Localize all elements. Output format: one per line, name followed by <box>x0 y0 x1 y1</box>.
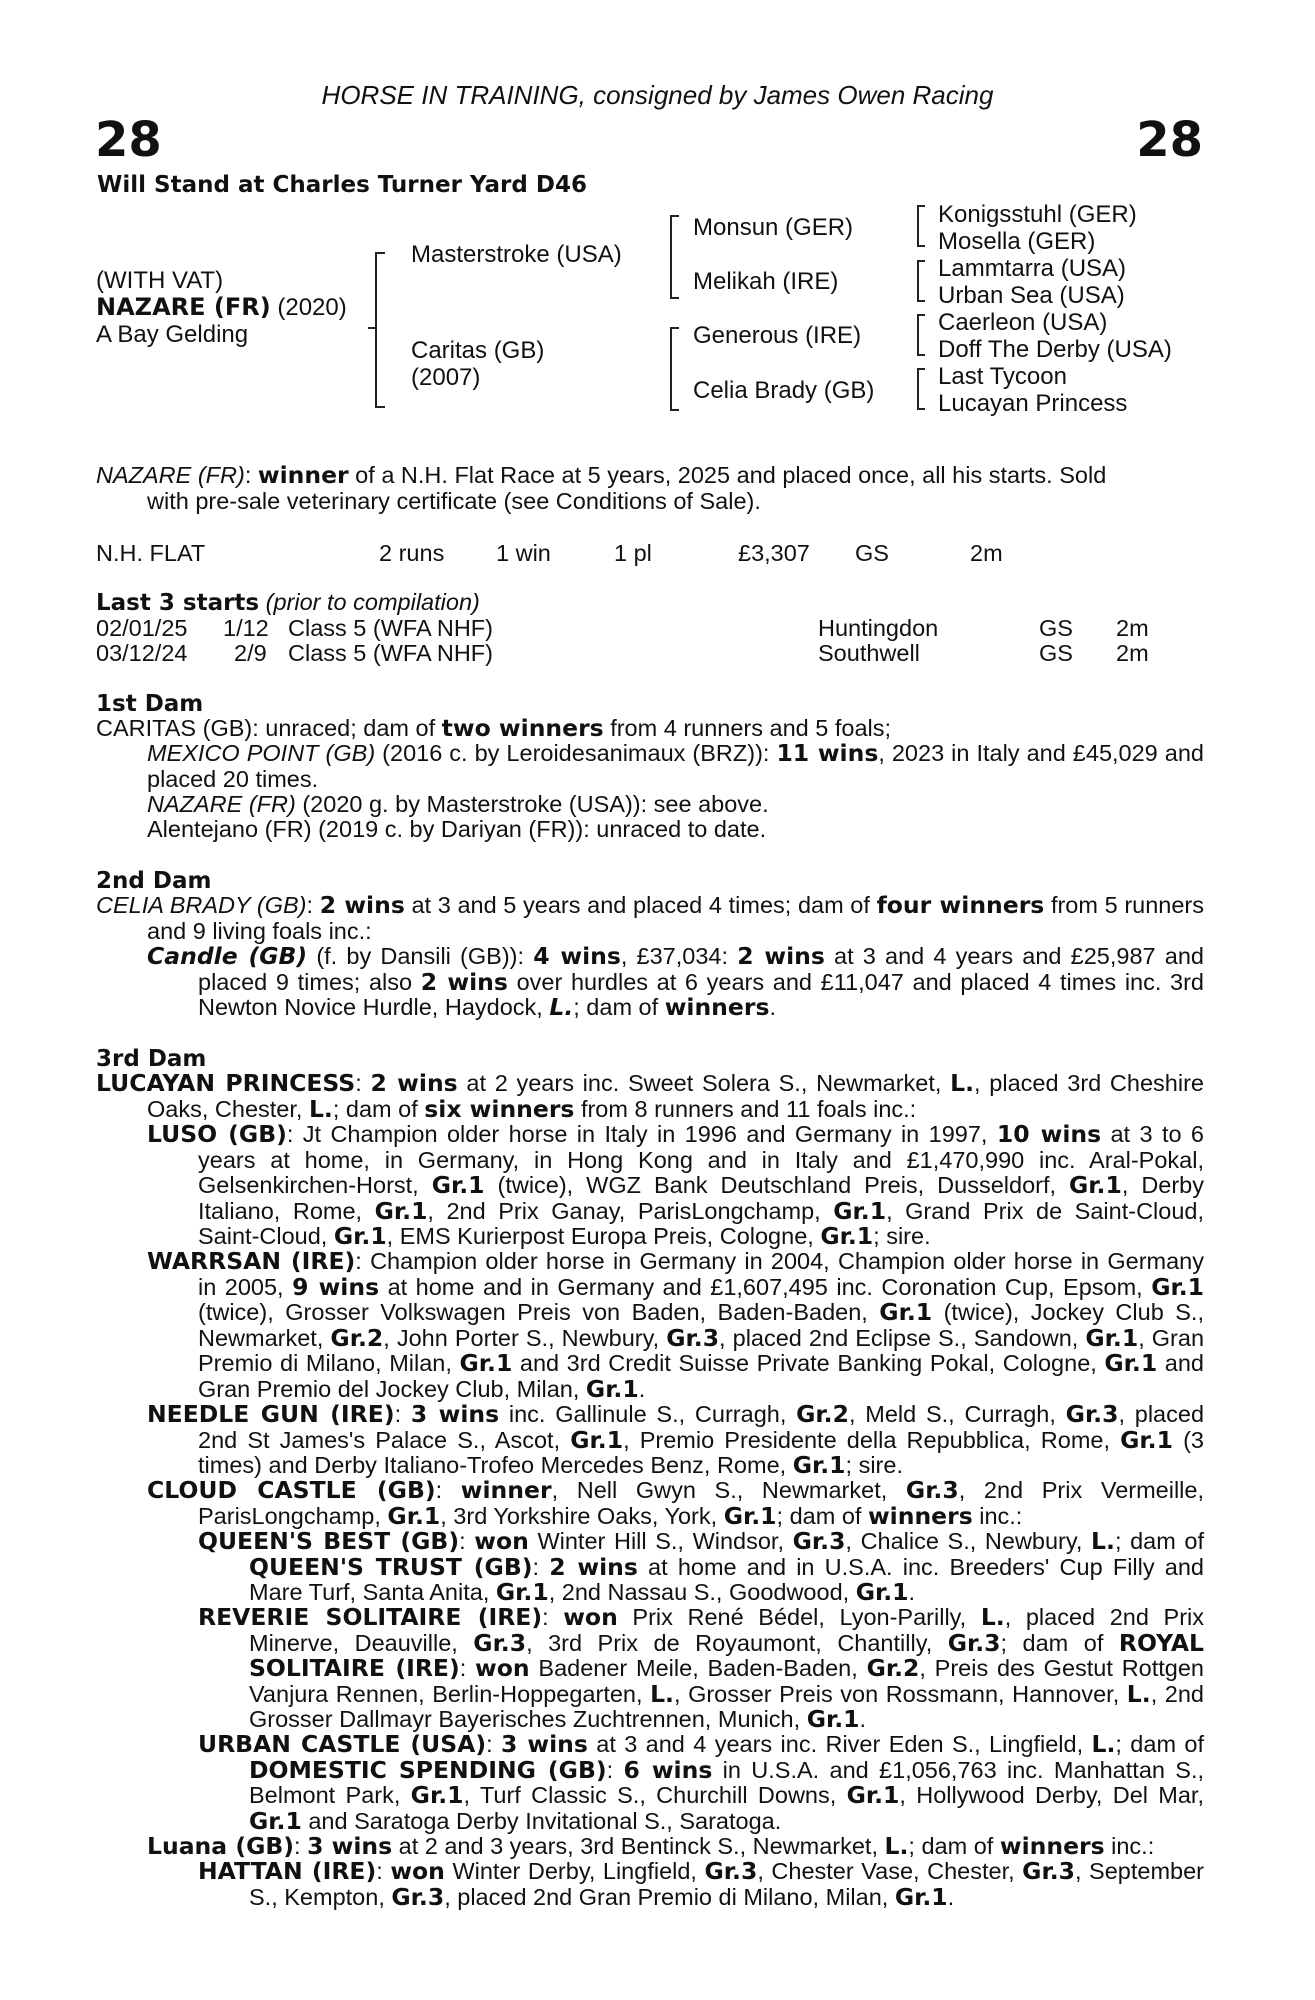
bold-text-run: 3 wins <box>307 1832 393 1860</box>
start-race: Class 5 (WFA NHF) <box>288 640 493 666</box>
dam1-winners: two winners <box>441 714 604 742</box>
text-run: (3 times) and Derby Italiano-Trofeo Mercedes Benz, Rome, <box>198 1426 1204 1478</box>
dam1-text: CARITAS (GB): unraced; dam of <box>96 715 442 741</box>
produce-wins: 2 wins <box>737 942 825 970</box>
bold-text-run: ROYAL SOLITAIRE (IRE) <box>249 1628 1205 1682</box>
text-run: at 3 to 6 years at home, in Germany, in Hong Kong and in Italy and £1,470,990 inc. Aral-Pokal, Gelsenkirchen-Horst, <box>198 1121 1205 1198</box>
text-run: , Derby Italiano, Rome, <box>198 1172 1205 1224</box>
bold-text-run: WARRSAN (IRE) <box>147 1247 356 1275</box>
bold-text-run: Gr.2 <box>330 1323 384 1352</box>
text-run: , Premio Presidente della Repubblica, Rome, <box>623 1426 1121 1453</box>
text-run: ; dam of <box>1000 1629 1119 1656</box>
text-run: . <box>908 1579 916 1605</box>
bold-text-run: Luana (GB) <box>147 1832 295 1860</box>
bold-text-run: LUCAYAN PRINCESS <box>96 1069 356 1097</box>
start-date: 02/01/25 <box>96 615 188 641</box>
dam2-colon: : <box>306 892 320 918</box>
text-run: , Turf Classic S., Churchill Downs, <box>463 1782 847 1808</box>
dam2-candle <box>147 944 1204 1021</box>
bold-text-run: winner <box>460 1476 552 1504</box>
lot-number-left: 28 <box>95 112 162 168</box>
record-wins: 1 win <box>496 540 551 566</box>
start-race: Class 5 (WFA NHF) <box>288 615 493 641</box>
summary-winner: winner <box>257 461 349 489</box>
bold-text-run: L. <box>950 1069 975 1097</box>
bold-text-run: Gr.3 <box>947 1628 1001 1657</box>
dam3-produce-luana <box>147 1834 1204 1860</box>
bold-text-run: Gr.2 <box>866 1654 920 1682</box>
bold-text-run: Gr.1 <box>1104 1349 1158 1377</box>
stand-location: Will Stand at Charles Turner Yard D46 <box>97 172 587 198</box>
bold-text-run: Gr.3 <box>473 1628 527 1657</box>
bold-text-run: Gr.1 <box>1120 1425 1173 1454</box>
text-run: at home and in Germany and £1,607,495 inc. Coronation Cup, Epsom, <box>379 1273 1152 1300</box>
text-run: : <box>542 1604 564 1630</box>
gen2-dam-sire: Generous (IRE) <box>693 322 862 349</box>
bold-text-run: CLOUD CASTLE (GB) <box>147 1476 436 1504</box>
brace-main <box>375 252 385 408</box>
bold-text-run: won <box>563 1603 618 1631</box>
bold-text-run: L. <box>650 1679 674 1708</box>
bold-text-run: Gr.1 <box>1151 1272 1205 1301</box>
text-run: , Gran Premio di Milano, Milan, <box>198 1324 1205 1376</box>
bold-text-run: 2 wins <box>549 1552 638 1581</box>
text-run: , placed 3rd Cheshire Oaks, Chester, <box>147 1070 1204 1122</box>
text-run: inc. Gallinule S., Curragh, <box>499 1401 797 1427</box>
pedigree-dam-year: (2007) <box>411 364 481 391</box>
bold-text-run: L. <box>1091 1527 1115 1555</box>
start-going: GS <box>1039 640 1073 666</box>
text-run: , placed 2nd Prix Minerve, Deauville, <box>249 1604 1204 1656</box>
bold-text-run: Gr.1 <box>249 1806 302 1835</box>
text-run: (twice), WGZ Bank Deutschland Preis, Dusseldorf, <box>484 1172 1069 1198</box>
produce-text: . <box>769 994 776 1020</box>
gen3-6: Doff The Derby (USA) <box>938 336 1172 363</box>
text-run: : <box>606 1756 624 1783</box>
record-runs: 2 runs <box>379 540 445 566</box>
text-run: : <box>532 1553 550 1580</box>
text-run: : <box>294 1833 308 1859</box>
dam1-heading: 1st Dam <box>96 691 204 717</box>
record-earnings: £3,307 <box>738 540 810 566</box>
bold-text-run: Gr.3 <box>704 1857 758 1885</box>
start-distance: 2m <box>1116 615 1149 641</box>
text-run: Winter Derby, Lingfield, <box>444 1858 705 1884</box>
text-run: , EMS Kurierpost Europa Preis, Cologne, <box>386 1223 821 1249</box>
bold-text-run: Gr.3 <box>792 1527 846 1555</box>
produce-details: (2016 c. by Leroidesanimaux (BRZ)): <box>375 740 777 766</box>
text-run: in U.S.A. and £1,056,763 inc. Manhattan S., Belmont Park, <box>249 1756 1205 1808</box>
text-run: , 2nd Prix Ganay, ParisLongchamp, <box>427 1197 834 1224</box>
bold-text-run: Gr.1 <box>723 1501 777 1530</box>
gen2-sire-dam: Melikah (IRE) <box>693 268 839 295</box>
start-date: 03/12/24 <box>96 640 188 666</box>
dam3-produce-warrsan <box>147 1249 1204 1402</box>
dam1-produce-mexico <box>147 741 1204 792</box>
text-run: , Preis des Gestut Rottgen Vanjura Rennen, Berlin-Hoppegarten, <box>249 1655 1204 1707</box>
summary-line2: with pre-sale veterinary certificate (see Conditions of Sale). <box>147 488 761 514</box>
bold-text-run: HATTAN (IRE) <box>198 1857 377 1885</box>
brace-g3-4 <box>917 368 925 410</box>
bold-text-run: Gr.1 <box>333 1222 387 1250</box>
last-starts-heading-line <box>96 590 480 617</box>
produce-name: MEXICO POINT (GB) <box>147 740 376 766</box>
start-going: GS <box>1039 615 1073 641</box>
text-run: , placed 2nd Gran Premio di Milano, Milan, <box>444 1883 895 1910</box>
dam2-text: at 3 and 5 years and placed 4 times; dam of <box>404 892 877 918</box>
bold-text-run: DOMESTIC SPENDING (GB) <box>249 1755 607 1784</box>
bold-text-run: L. <box>980 1603 1005 1631</box>
dam3-produce-needle-gun <box>147 1402 1204 1479</box>
produce-winners: winners <box>664 993 770 1021</box>
gen3-8: Lucayan Princess <box>938 390 1128 417</box>
start-course: Huntingdon <box>818 615 939 641</box>
horse-vat: (WITH VAT) <box>96 267 224 294</box>
dam3-gp-urban-castle <box>198 1732 1204 1834</box>
start-distance: 2m <box>1116 640 1149 666</box>
bold-text-run: Gr.1 <box>374 1196 428 1225</box>
pedigree-sire: Masterstroke (USA) <box>411 241 622 268</box>
text-run: inc.: <box>972 1502 1023 1529</box>
header-title: HORSE IN TRAINING, consigned by James Owen Racing <box>321 80 994 110</box>
bold-text-run: winners <box>999 1832 1105 1860</box>
text-run: : <box>459 1655 476 1681</box>
summary-name: NAZARE (FR) <box>96 462 245 488</box>
bold-text-run: Gr.1 <box>894 1882 948 1911</box>
bold-text-run: Gr.1 <box>387 1501 441 1530</box>
bold-text-run: L. <box>884 1832 909 1860</box>
text-run: . <box>947 1883 955 1910</box>
text-run: , Meld S., Curragh, <box>848 1401 1066 1427</box>
text-run: Winter Hill S., Windsor, <box>528 1528 793 1554</box>
text-run: . <box>859 1706 867 1732</box>
produce-text: at 3 and 4 years and £25,987 and placed 9 times; also <box>198 943 1204 995</box>
bold-text-run: NEEDLE GUN (IRE) <box>147 1400 395 1428</box>
bold-text-run: six winners <box>424 1094 575 1123</box>
text-run: , 2nd Prix Vermeille, ParisLongchamp, <box>198 1477 1205 1529</box>
bold-text-run: Gr.1 <box>495 1578 549 1606</box>
text-run: , 3rd Yorkshire Oaks, York, <box>440 1502 724 1529</box>
produce-details: (2020 g. by Masterstroke (USA)): see above. <box>295 791 769 817</box>
gen3-5: Caerleon (USA) <box>938 309 1108 336</box>
bold-text-run: URBAN CASTLE (USA) <box>198 1730 487 1758</box>
brace-g3-3 <box>917 314 925 356</box>
bold-text-run: Gr.1 <box>431 1171 485 1199</box>
bold-text-run: Gr.1 <box>855 1578 909 1606</box>
horse-name: NAZARE (FR) <box>96 293 271 321</box>
text-run: Prix René Bédel, Lyon-Parilly, <box>617 1604 981 1630</box>
bold-text-run: Gr.3 <box>1065 1400 1119 1428</box>
bold-text-run: Gr.1 <box>806 1705 860 1733</box>
bold-text-run: L. <box>308 1094 333 1123</box>
dam3-heading: 3rd Dam <box>96 1046 207 1072</box>
text-run: ; sire. <box>845 1452 903 1478</box>
dam2-celia <box>96 893 1204 944</box>
gen3-4: Urban Sea (USA) <box>938 282 1125 309</box>
horse-year: (2020) <box>277 294 347 321</box>
text-run: , 2nd Nassau S., Goodwood, <box>548 1579 856 1605</box>
produce-wins: 11 wins <box>776 739 879 767</box>
produce-record: , 2023 in Italy and £45,029 and placed 20 times. <box>147 740 1204 792</box>
bold-text-run: 6 wins <box>623 1755 713 1784</box>
dam3-lucayan <box>96 1071 1204 1122</box>
dam2-winners: four winners <box>876 891 1045 919</box>
start-position: 2/9 <box>234 640 267 666</box>
text-run: , Hollywood Derby, Del Mar, <box>899 1782 1204 1808</box>
bold-text-run: winners <box>867 1501 973 1530</box>
text-run: ; dam of <box>332 1095 425 1122</box>
produce-name: Candle (GB) <box>147 942 308 970</box>
text-run: ; dam of <box>1115 1731 1204 1757</box>
bold-text-run: won <box>390 1857 445 1885</box>
text-run: at 3 and 4 years inc. River Eden S., Lingfield, <box>587 1731 1092 1757</box>
bold-text-run: L. <box>1126 1679 1151 1708</box>
horse-name-line <box>96 294 347 321</box>
text-run: . <box>638 1375 646 1402</box>
record-going: GS <box>855 540 889 566</box>
text-run: at 2 years inc. Sweet Solera S., Newmarket, <box>457 1070 951 1096</box>
brace-dam <box>670 327 679 411</box>
bold-text-run: Gr.3 <box>666 1323 720 1352</box>
lot-number-right: 28 <box>1136 112 1203 168</box>
produce-name: NAZARE (FR) <box>147 791 296 817</box>
produce-wins: 2 wins <box>420 967 508 996</box>
bold-text-run: Gr.1 <box>833 1196 887 1225</box>
gen2-sire-sire: Monsun (GER) <box>693 214 854 241</box>
text-run: : <box>435 1477 461 1503</box>
bold-text-run: Gr.1 <box>410 1781 464 1809</box>
text-run: : <box>459 1528 475 1554</box>
text-run: : Champion older horse in Germany in 2004, Champion older horse in Germany in 2005, <box>198 1248 1204 1300</box>
dam3-gp-hattan <box>198 1859 1204 1910</box>
bold-text-run: 9 wins <box>292 1272 380 1301</box>
text-run: : <box>355 1070 371 1096</box>
gen3-1: Konigsstuhl (GER) <box>938 201 1137 228</box>
start-course: Southwell <box>818 640 920 666</box>
text-run: , Chalice S., Newbury, <box>845 1528 1092 1554</box>
text-run: ; dam of <box>776 1502 868 1529</box>
bold-text-run: 3 wins <box>410 1400 500 1428</box>
bold-text-run: QUEEN'S TRUST (GB) <box>249 1552 533 1581</box>
bold-text-run: 3 wins <box>501 1730 588 1758</box>
gen2-dam-dam: Celia Brady (GB) <box>693 377 875 404</box>
bold-text-run: Gr.1 <box>459 1349 513 1377</box>
text-run: , Nell Gwyn S., Newmarket, <box>551 1477 906 1503</box>
text-run: (twice), Grosser Volkswagen Preis von Baden, Baden-Baden, <box>198 1299 880 1325</box>
brace-main-tip <box>368 327 375 329</box>
text-run: : <box>486 1731 501 1757</box>
text-run: (twice), Jockey Club S., Newmarket, <box>198 1299 1204 1351</box>
listed-mark: L. <box>549 993 574 1021</box>
text-run: from 8 runners and 11 foals inc.: <box>574 1095 917 1122</box>
dam2-name: CELIA BRADY (GB) <box>96 892 307 918</box>
dam1-produce-nazare <box>147 792 769 818</box>
bold-text-run: L. <box>1091 1730 1116 1758</box>
dam3-gp-queens-best <box>198 1529 1204 1606</box>
bold-text-run: Gr.1 <box>585 1374 639 1403</box>
bold-text-run: Gr.3 <box>905 1476 959 1504</box>
last-starts-note: (prior to compilation) <box>265 589 480 615</box>
bold-text-run: QUEEN'S BEST (GB) <box>198 1527 460 1555</box>
produce-text: ; dam of <box>573 994 665 1020</box>
text-run: , Grand Prix de Saint-Cloud, Saint-Cloud, <box>198 1197 1204 1249</box>
text-run: : <box>376 1858 391 1884</box>
dam2-heading: 2nd Dam <box>96 868 212 894</box>
brace-g3-1 <box>917 205 925 247</box>
brace-sire <box>670 215 679 299</box>
bold-text-run: REVERIE SOLITAIRE (IRE) <box>198 1603 543 1631</box>
pedigree-dam: Caritas (GB) <box>411 337 545 364</box>
horse-description: A Bay Gelding <box>96 321 249 348</box>
bold-text-run: won <box>474 1527 529 1555</box>
record-type: N.H. FLAT <box>96 540 206 566</box>
brace-g3-2 <box>917 260 925 302</box>
text-run: and Saratoga Derby Invitational S., Saratoga. <box>301 1807 782 1834</box>
dam1-text-end: from 4 runners and 5 foals; <box>603 715 892 741</box>
text-run: , John Porter S., Newbury, <box>383 1324 667 1351</box>
gen3-2: Mosella (GER) <box>938 228 1096 255</box>
produce-wins: 4 wins <box>533 942 621 970</box>
text-run: at home and in U.S.A. inc. Breeders' Cup Filly and Mare Turf, Santa Anita, <box>249 1553 1205 1605</box>
dam1-produce-alentejano: Alentejano (FR) (2019 c. by Dariyan (FR)): unraced to date. <box>147 816 767 842</box>
record-distance: 2m <box>970 540 1003 566</box>
text-run: at 2 and 3 years, 3rd Bentinck S., Newmarket, <box>392 1833 885 1859</box>
text-run: ; sire. <box>873 1223 931 1249</box>
text-run: : <box>394 1401 411 1427</box>
produce-text: , £37,034: <box>620 943 738 969</box>
produce-text: over hurdles at 6 years and £11,047 and placed 4 times inc. 3rd Newton Novice Hurdle, Haydock, <box>198 968 1205 1020</box>
bold-text-run: Gr.1 <box>820 1222 874 1250</box>
text-run: , September S., Kempton, <box>249 1858 1205 1910</box>
text-run: and 3rd Credit Suisse Private Banking Pokal, Cologne, <box>512 1350 1105 1376</box>
bold-text-run: won <box>475 1654 530 1682</box>
gen3-3: Lammtarra (USA) <box>938 255 1127 282</box>
bold-text-run: LUSO (GB) <box>147 1120 287 1148</box>
dam2-text-end: from 5 runners and 9 living foals inc.: <box>147 892 1204 944</box>
text-run: , Chester Vase, Chester, <box>757 1858 1023 1884</box>
dam2-wins: 2 wins <box>319 891 405 919</box>
dam3-gp-reverie-solitaire <box>198 1605 1204 1733</box>
text-run: : Jt Champion older horse in Italy in 1996 and Germany in 1997, <box>286 1121 997 1147</box>
text-run: inc.: <box>1104 1833 1155 1859</box>
bold-text-run: Gr.1 <box>846 1781 900 1809</box>
text-run: ; dam of <box>1114 1528 1205 1554</box>
text-run: , 3rd Prix de Royaumont, Chantilly, <box>526 1629 948 1656</box>
summary-rest: of a N.H. Flat Race at 5 years, 2025 and placed once, all his starts. Sold <box>348 462 1107 488</box>
dam3-produce-luso <box>147 1122 1204 1250</box>
gen3-7: Last Tycoon <box>938 363 1067 390</box>
bold-text-run: Gr.3 <box>1022 1857 1075 1885</box>
bold-text-run: 10 wins <box>996 1120 1102 1148</box>
text-run: , 2nd Grosser Dallmayr Bayerisches Zuchtrennen, Munich, <box>249 1680 1204 1732</box>
dam3-produce-cloud-castle <box>147 1478 1204 1529</box>
text-run: , placed 2nd St James's Palace S., Ascot, <box>198 1401 1205 1453</box>
bold-text-run: Gr.2 <box>796 1400 849 1428</box>
text-run: , Grosser Preis von Rossmann, Hannover, <box>673 1680 1127 1707</box>
bold-text-run: Gr.1 <box>570 1425 624 1454</box>
produce-details: (f. by Dansili (GB)): <box>307 943 534 969</box>
bold-text-run: Gr.1 <box>879 1298 933 1326</box>
text-run: , placed 2nd Eclipse S., Sandown, <box>719 1324 1086 1351</box>
dam1-line <box>96 716 1204 742</box>
summary-colon: : <box>244 462 258 488</box>
record-placed: 1 pl <box>614 540 652 566</box>
bold-text-run: Gr.1 <box>792 1451 846 1479</box>
bold-text-run: Gr.3 <box>391 1882 445 1911</box>
text-run: Badener Meile, Baden-Baden, <box>529 1655 867 1681</box>
bold-text-run: Gr.1 <box>1085 1323 1139 1352</box>
text-run: ; dam of <box>908 1833 1000 1859</box>
start-position: 1/12 <box>223 615 269 641</box>
bold-text-run: 2 wins <box>370 1069 458 1097</box>
last-starts-heading: Last 3 starts <box>96 590 260 616</box>
text-run: and Gran Premio del Jockey Club, Milan, <box>198 1350 1204 1402</box>
summary-line1 <box>96 463 1204 489</box>
bold-text-run: Gr.1 <box>1069 1171 1122 1199</box>
